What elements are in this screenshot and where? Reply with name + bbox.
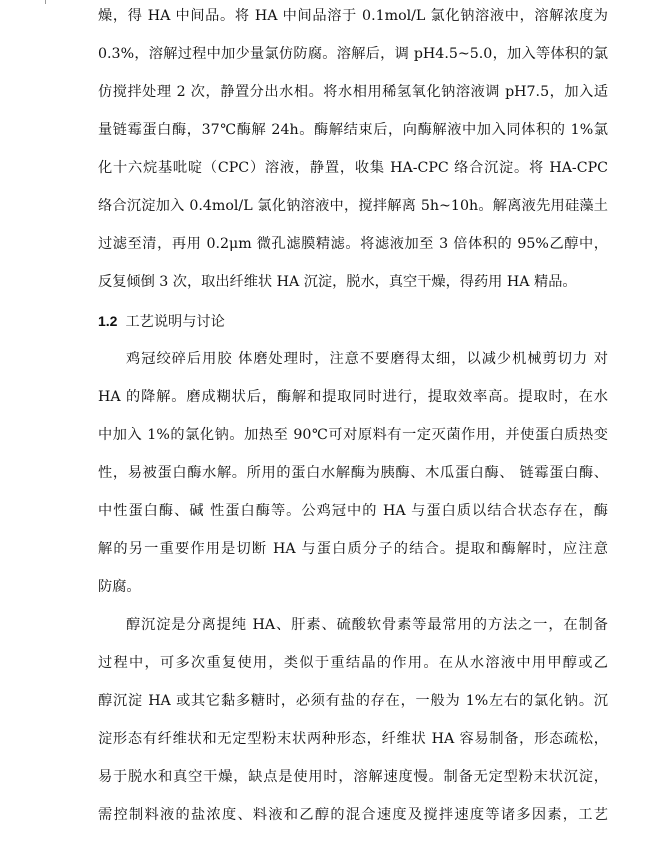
paragraph-2-line-6: 解的另一重要作用是切断 HA 与蛋白质分子的结合。提取和酶解时，应注意	[98, 541, 608, 557]
paragraph-3-line-3: 醇沉淀 HA 或其它黏多糖时，必须有盐的存在，一般为 1%左右的氯化钠。沉	[98, 693, 608, 709]
paragraph-2-line-1: 鸡冠绞碎后用胶 体磨处理时，注意不要磨得太细，以减少机械剪切力 对	[126, 351, 608, 367]
paragraph-1-line-1: 燥，得 HA 中间品。将 HA 中间品溶于 0.1mol/L 氯化钠溶液中，溶解浓度为	[98, 8, 608, 24]
section-heading	[98, 309, 608, 333]
paragraph-1-line-5: 化十六烷基吡啶（CPC）溶液，静置，收集 HA-CPC 络合沉淀。将 HA-CPC	[98, 160, 608, 176]
paragraph-3-line-1: 醇沉淀是分离提纯 HA、肝素、硫酸软骨素等最常用的方法之一，在制备	[126, 617, 608, 633]
paragraph-3-line-4: 淀形态有纤维状和无定型粉末状两种形态，纤维状 HA 容易制备，形态疏松，	[98, 731, 608, 747]
section-number: 1.2	[98, 313, 118, 329]
paragraph-1-line-8: 反复倾倒 3 次，取出纤维状 HA 沉淀，脱水，真空干燥，得药用 HA 精品。	[98, 274, 577, 290]
paragraph-3-line-6: 需控制料液的盐浓度、料液和乙醇的混合速度及搅拌速度等诸多因素，工艺	[98, 807, 608, 823]
paragraph-3-line-5: 易于脱水和真空干燥，缺点是使用时，溶解速度慢。制备无定型粉末状沉淀，	[98, 769, 608, 785]
paragraph-2-line-4: 性，易被蛋白酶水解。所用的蛋白水解酶为胰酶、木瓜蛋白酶、 链霉蛋白酶、	[98, 465, 608, 481]
page-edge-mark	[45, 0, 46, 4]
paragraph-3-line-2: 过程中，可多次重复使用，类似于重结晶的作用。在从水溶液中用甲醇或乙	[98, 655, 608, 671]
paragraph-1-line-7: 过滤至清，再用 0.2μm 微孔滤膜精滤。将滤液加至 3 倍体积的 95%乙醇中，	[98, 236, 608, 252]
paragraph-2-line-7: 防腐。	[98, 579, 141, 595]
paragraph-2-line-5: 中性蛋白酶、碱 性蛋白酶等。公鸡冠中的 HA 与蛋白质以结合状态存在，酶	[98, 503, 608, 519]
paragraph-1-line-3: 仿搅拌处理 2 次，静置分出水相。将水相用稀氢氧化钠溶液调 pH7.5，加入适	[98, 84, 608, 100]
paragraph-1-line-4: 量链霉蛋白酶，37℃酶解 24h。酶解结束后，向酶解液中加入同体积的 1%氯	[98, 122, 608, 138]
paragraph-1-line-2: 0.3%，溶解过程中加少量氯仿防腐。溶解后，调 pH4.5~5.0，加入等体积的氯	[98, 46, 608, 62]
section-title: 工艺说明与讨论	[125, 314, 225, 330]
paragraph-1-line-6: 络合沉淀加入 0.4mol/L 氯化钠溶液中，搅拌解离 5h~10h。解离液先用硅藻土	[98, 198, 608, 214]
paragraph-2-line-3: 中加入 1%的氯化钠。加热至 90℃可对原料有一定灭菌作用，并使蛋白质热变	[98, 427, 608, 443]
paragraph-2-line-2: HA 的降解。磨成糊状后，酶解和提取同时进行，提取效率高。提取时，在水	[98, 389, 608, 405]
